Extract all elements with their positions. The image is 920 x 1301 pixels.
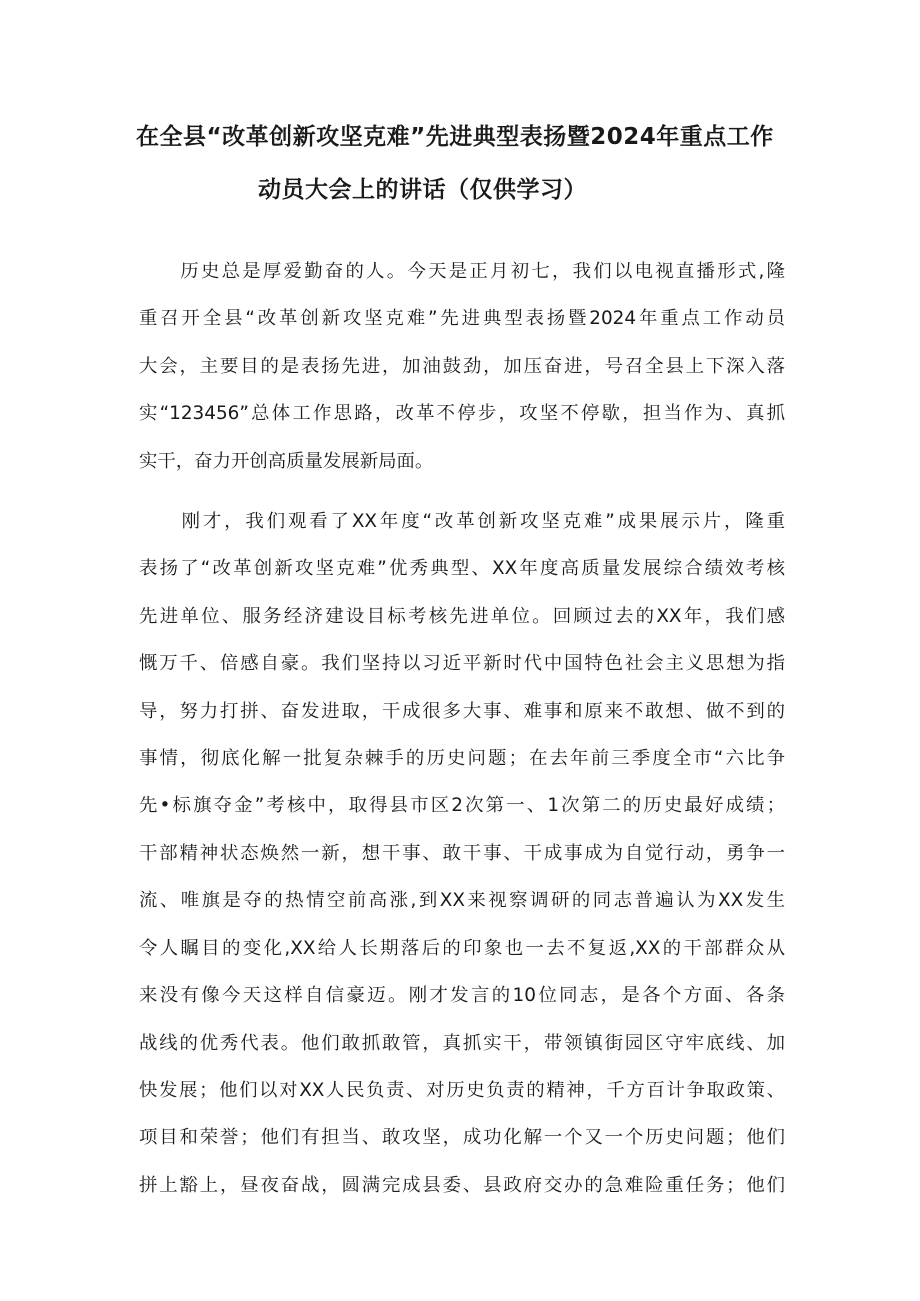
paragraph-line: 刚才，我们观看了XX年度“改革创新攻坚克难”成果展示片，隆重 bbox=[139, 511, 785, 533]
paragraph-2 bbox=[139, 498, 785, 1209]
paragraph-line: 表扬了“改革创新攻坚克难”优秀典型、XX年度高质量发展综合绩效考核 bbox=[139, 558, 785, 580]
paragraph-1 bbox=[139, 248, 785, 485]
paragraph-line: 快发展；他们以对XX人民负责、对历史负责的精神，千方百计争取政策、 bbox=[139, 1079, 785, 1101]
paragraph-line: 导，努力打拼、奋发进取，干成很多大事、难事和原来不敢想、做不到的 bbox=[139, 700, 785, 722]
paragraph-line: 先进单位、服务经济建设目标考核先进单位。回顾过去的XX年，我们感 bbox=[139, 605, 785, 627]
paragraph-line: 历史总是厚爱勤奋的人。今天是正月初七，我们以电视直播形式,隆 bbox=[139, 261, 785, 282]
paragraph-line: 干部精神状态焕然一新，想干事、敢干事、干成事成为自觉行动，勇争一 bbox=[139, 842, 785, 864]
document-body bbox=[139, 248, 785, 1209]
paragraph-line: 慨万千、倍感自豪。我们坚持以习近平新时代中国特色社会主义思想为指 bbox=[139, 653, 785, 675]
paragraph-line: 实“123456”总体工作思路，改革不停步，攻坚不停歇，担当作为、真抓 bbox=[139, 403, 785, 425]
paragraph-line: 令人瞩目的变化,XX给人长期落后的印象也一去不复返,XX的干部群众从 bbox=[139, 937, 785, 959]
paragraph-line: 战线的优秀代表。他们敢抓敢管，真抓实干，带领镇街园区守牢底线、加 bbox=[139, 1032, 785, 1054]
paragraph-line: 事情，彻底化解一批复杂棘手的历史问题；在去年前三季度全市“六比争 bbox=[139, 748, 785, 770]
paragraph-line: 项目和荣誉；他们有担当、敢攻坚，成功化解一个又一个历史问题；他们 bbox=[139, 1127, 785, 1149]
paragraph-line: 实干，奋力开创高质量发展新局面。 bbox=[139, 450, 434, 472]
paragraph-line: 先•标旗夺金”考核中，取得县市区2次第一、1次第二的历史最好成绩； bbox=[139, 795, 785, 817]
paragraph-line: 重召开全县“改革创新攻坚克难”先进典型表扬暨2024年重点工作动员 bbox=[139, 308, 785, 330]
paragraph-line: 大会，主要目的是表扬先进，加油鼓劲，加压奋进，号召全县上下深入落 bbox=[139, 355, 785, 377]
document-title-line-1: 在全县“改革创新攻坚克难”先进典型表扬暨2024年重点工作 bbox=[136, 124, 774, 150]
document-title-line-2: 动员大会上的讲话（仅供学习） bbox=[258, 177, 587, 203]
paragraph-line: 拼上豁上，昼夜奋战，圆满完成县委、县政府交办的急难险重任务；他们 bbox=[139, 1174, 785, 1196]
paragraph-line: 流、唯旗是夺的热情空前高涨,到XX来视察调研的同志普遍认为XX发生 bbox=[139, 890, 785, 912]
paragraph-line: 来没有像今天这样自信豪迈。刚才发言的10位同志，是各个方面、各条 bbox=[139, 985, 785, 1007]
